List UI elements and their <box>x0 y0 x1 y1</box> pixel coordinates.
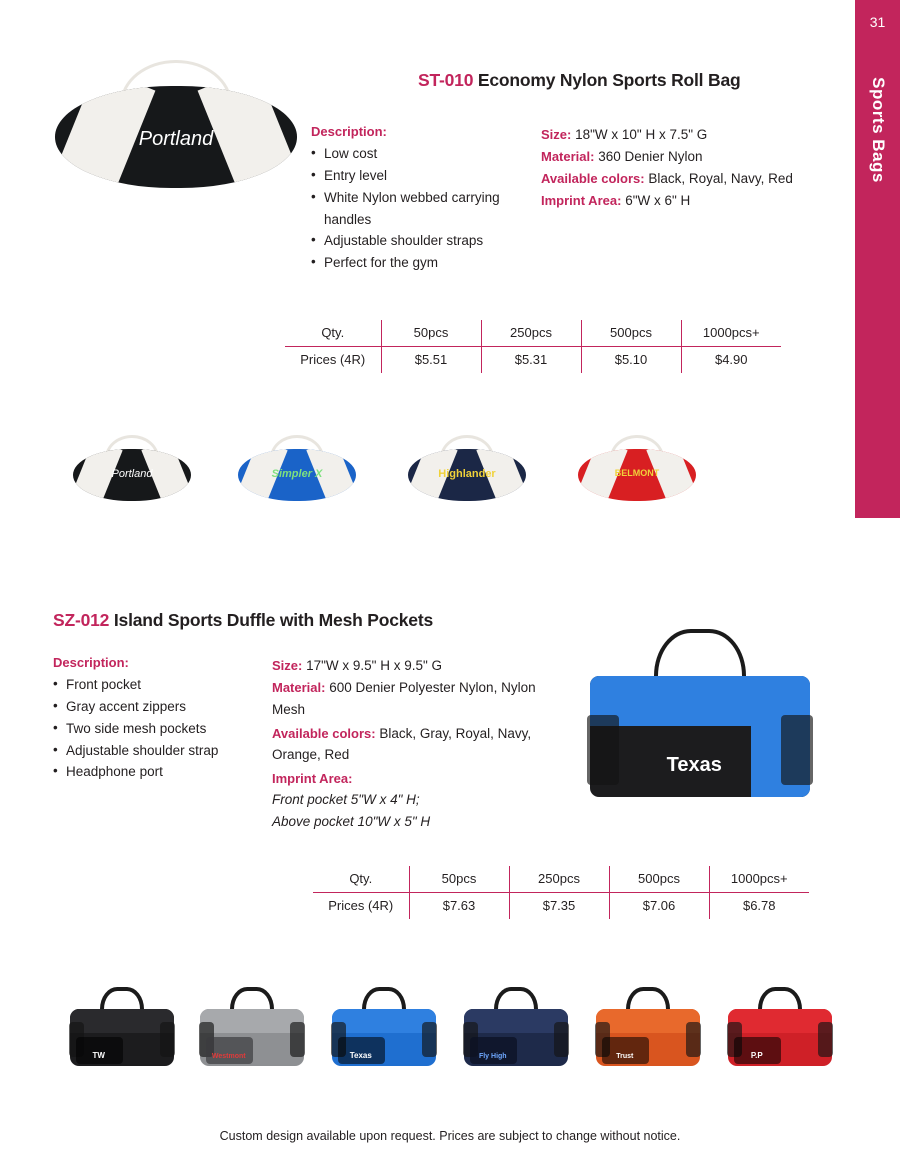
bag-front-pocket <box>206 1037 254 1065</box>
bag-mesh-pocket-right <box>818 1022 833 1057</box>
bag-mesh-pocket-right <box>781 715 813 785</box>
swatch-duffle-navy-sz-012 <box>462 985 570 1077</box>
price-cell: $7.63 <box>409 893 509 920</box>
price-cell: $7.06 <box>609 893 709 920</box>
side-tab <box>855 0 900 518</box>
price-cell: $4.90 <box>681 347 781 374</box>
swatch-bag-navy-st-010 <box>408 435 526 510</box>
imprint-label: Imprint Area: <box>272 771 353 787</box>
material-value: 600 Denier Polyester Nylon, Nylon Mesh <box>272 679 536 717</box>
list-item: • Adjustable shoulder straps <box>311 230 526 252</box>
product-hero-image-sz-012 <box>585 625 815 820</box>
price-cell: $7.35 <box>509 893 609 920</box>
spec-material <box>272 677 572 721</box>
specs-block-st-010 <box>541 124 851 211</box>
imprint-value: 6"W x 6" H <box>625 192 691 208</box>
bag-imprint-text: TW <box>92 1050 105 1060</box>
price-cell: $6.78 <box>709 893 809 920</box>
list-item: • Gray accent zippers <box>53 696 253 718</box>
price-row-label: Prices (4R) <box>300 352 366 367</box>
swatch-bag-black-st-010 <box>73 435 191 510</box>
product-title-st-010 <box>418 70 740 91</box>
size-value: 18"W x 10" H x 7.5" G <box>575 127 708 142</box>
spec-imprint <box>541 190 851 212</box>
swatch-duffle-black-sz-012 <box>68 985 176 1077</box>
price-header-qty: Qty. <box>313 866 409 893</box>
bag-imprint-text: P.P <box>750 1050 763 1060</box>
price-header-50: 50pcs <box>381 320 481 347</box>
price-header-1000: 1000pcs+ <box>681 320 781 347</box>
bag-top-panel <box>70 1009 174 1033</box>
price-cell: $5.10 <box>581 347 681 374</box>
list-item: • Adjustable shoulder strap <box>53 740 253 762</box>
page-number: 31 <box>869 14 886 30</box>
bag-mesh-pocket-right <box>686 1022 701 1057</box>
section-tab-label: Sports Bags <box>868 77 888 183</box>
price-header-250: 250pcs <box>509 866 609 893</box>
bag-mesh-pocket-right <box>290 1022 305 1057</box>
bag-front-pocket <box>602 1037 650 1065</box>
spec-imprint <box>272 768 572 833</box>
price-cell: $5.51 <box>381 347 481 374</box>
swatch-duffle-orange-sz-012 <box>594 985 702 1077</box>
product-code-sz-012: SZ-012 <box>53 610 110 630</box>
material-label: Material: <box>272 679 326 695</box>
swatch-bag-red-st-010 <box>578 435 696 510</box>
product-hero-image-st-010 <box>55 60 297 205</box>
bag-imprint-text: BELMONT <box>614 468 660 478</box>
bag-imprint-text: Highlander <box>438 468 496 480</box>
price-header-500: 500pcs <box>609 866 709 893</box>
colors-value: Black, Gray, Royal, Navy, Orange, Red <box>272 725 532 763</box>
bag-mesh-pocket-right <box>160 1022 175 1057</box>
bag-front-pocket <box>470 1037 518 1065</box>
swatch-duffle-royal-sz-012 <box>330 985 438 1077</box>
table-row <box>285 347 781 374</box>
bag-top-panel <box>200 1009 304 1033</box>
bag-top-panel <box>332 1009 436 1033</box>
description-label: Description: <box>53 655 129 670</box>
spec-colors <box>272 723 572 767</box>
list-item: • Entry level <box>311 165 526 187</box>
bag-imprint-text: Texas <box>666 754 722 777</box>
bag-imprint-text: Portland <box>111 468 153 480</box>
bag-top-panel <box>728 1009 832 1033</box>
price-header-250: 250pcs <box>481 320 581 347</box>
list-item: • Low cost <box>311 143 526 165</box>
spec-colors <box>541 168 851 190</box>
table-row <box>313 866 809 893</box>
description-block-st-010 <box>311 124 526 274</box>
bag-imprint-text: Portland <box>138 128 214 151</box>
product-name-sz-012: Island Sports Duffle with Mesh Pockets <box>113 610 433 630</box>
bag-imprint-text: Texas <box>349 1050 372 1060</box>
product-name-st-010: Economy Nylon Sports Roll Bag <box>477 70 741 90</box>
size-value: 17"W x 9.5" H x 9.5" G <box>306 658 443 673</box>
bag-top-panel <box>464 1009 568 1033</box>
swatch-bag-royal-st-010 <box>238 435 356 510</box>
bag-imprint-text: Westmont <box>211 1052 246 1060</box>
material-value: 360 Denier Nylon <box>598 148 703 164</box>
price-cell: $5.31 <box>481 347 581 374</box>
list-item: • Two side mesh pockets <box>53 718 253 740</box>
table-row <box>313 893 809 920</box>
description-bullets <box>53 674 253 783</box>
colors-value: Black, Royal, Navy, Red <box>648 170 793 186</box>
list-item: • White Nylon webbed carrying handles <box>311 187 526 231</box>
bag-top-panel <box>596 1009 700 1033</box>
colors-label: Available colors: <box>541 170 645 186</box>
swatch-duffle-red-sz-012 <box>726 985 834 1077</box>
spec-size <box>541 124 851 146</box>
bag-imprint-text: Trust <box>616 1052 634 1060</box>
price-header-500: 500pcs <box>581 320 681 347</box>
product-title-sz-012 <box>53 610 433 631</box>
list-item: • Perfect for the gym <box>311 252 526 274</box>
bag-mesh-pocket-left <box>587 715 619 785</box>
bag-imprint-text: Fly High <box>478 1052 507 1060</box>
product-code-st-010: ST-010 <box>418 70 474 90</box>
list-item: • Headphone port <box>53 761 253 783</box>
imprint-value-line-2: Above pocket 10"W x 5" H <box>272 814 431 830</box>
size-label: Size: <box>541 127 572 142</box>
material-label: Material: <box>541 148 595 164</box>
footer-note: Custom design available upon request. Prices are subject to change without notice. <box>219 1129 681 1143</box>
price-header-50: 50pcs <box>409 866 509 893</box>
spec-material <box>541 146 851 168</box>
price-row-label: Prices (4R) <box>328 898 394 913</box>
swatch-duffle-gray-sz-012 <box>198 985 306 1077</box>
description-label: Description: <box>311 124 387 139</box>
spec-size <box>272 655 572 677</box>
bag-mesh-pocket-right <box>422 1022 437 1057</box>
description-bullets <box>311 143 526 274</box>
price-table-sz-012 <box>313 866 809 919</box>
price-header-1000: 1000pcs+ <box>709 866 809 893</box>
imprint-label: Imprint Area: <box>541 192 622 208</box>
imprint-value-line-1: Front pocket 5"W x 4" H; <box>272 792 420 808</box>
description-block-sz-012 <box>53 655 253 783</box>
specs-block-sz-012 <box>272 655 572 833</box>
size-label: Size: <box>272 658 303 673</box>
bag-mesh-pocket-right <box>554 1022 569 1057</box>
table-row <box>285 320 781 347</box>
bag-imprint-text: Simpler X <box>271 468 323 480</box>
price-header-qty: Qty. <box>285 320 381 347</box>
colors-label: Available colors: <box>272 725 376 741</box>
list-item: • Front pocket <box>53 674 253 696</box>
price-table-st-010 <box>285 320 781 373</box>
